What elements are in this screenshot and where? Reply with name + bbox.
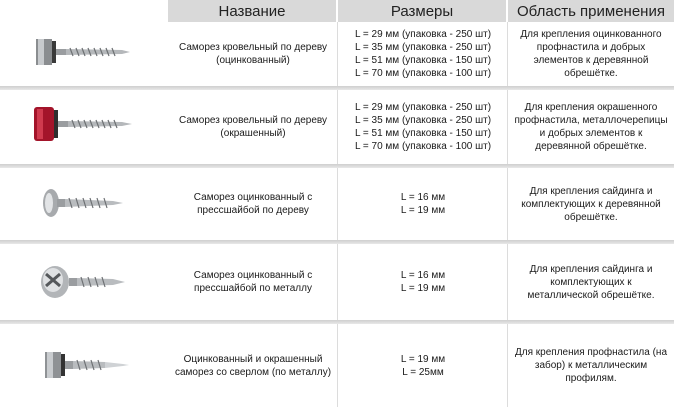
row-usage-cell	[508, 324, 674, 407]
size-line: L = 29 мм (упаковка - 250 шт)	[354, 102, 492, 113]
row-sizes-cell	[338, 168, 508, 240]
header-sizes: Размеры	[338, 0, 506, 22]
drill-point-screw-icon	[29, 338, 139, 394]
row-image-cell	[0, 168, 168, 240]
size-line: L = 35 мм (упаковка - 250 шт)	[354, 115, 492, 126]
row-sizes-cell	[338, 244, 508, 320]
press-washer-metal-screw-icon	[29, 254, 139, 310]
size-line: L = 70 мм (упаковка - 100 шт)	[354, 68, 492, 79]
header-usage: Область применения	[508, 0, 674, 22]
table-row	[0, 168, 674, 240]
row-name-cell	[168, 244, 338, 320]
product-name: Оцинкованный и окрашенный саморез со сверлом (по металлу)	[174, 353, 332, 378]
usage-text: Для крепления оцинкованного профнастила и добрых элементов к деревянной обрешётке.	[520, 29, 662, 79]
size-line: L = 25мм	[402, 366, 444, 378]
row-usage-cell	[508, 168, 674, 240]
size-line: L = 29 мм (упаковка - 250 шт)	[354, 29, 492, 40]
size-line: L = 51 мм (упаковка - 150 шт)	[354, 55, 492, 66]
row-name-cell	[168, 168, 338, 240]
row-usage-cell	[508, 90, 674, 164]
usage-text: Для крепления окрашенного профнастила, металлочерепицы и добрых элементов к деревянной обрешётке.	[514, 102, 668, 152]
usage-text: Для крепления сайдинга и комплектующих к металлической обрешётке.	[527, 263, 655, 301]
size-line: L = 70 мм (упаковка - 100 шт)	[354, 141, 492, 152]
row-image-cell	[0, 90, 168, 164]
size-line: L = 16 мм	[400, 192, 446, 203]
row-name-cell	[168, 22, 338, 86]
header-name: Название	[168, 0, 336, 22]
row-image-cell	[0, 244, 168, 320]
product-name: Саморез кровельный по дереву (оцинкованный)	[178, 42, 327, 66]
row-name-cell	[168, 90, 338, 164]
row-image-cell	[0, 324, 168, 407]
product-name: Саморез оцинкованный с прессшайбой по дереву	[193, 192, 313, 216]
size-line: L = 35 мм (упаковка - 250 шт)	[354, 42, 492, 53]
row-sizes-cell	[338, 324, 508, 407]
size-line: L = 19 мм	[400, 283, 446, 294]
size-line: L = 19 мм	[400, 353, 446, 365]
row-sizes-cell	[338, 22, 508, 86]
press-washer-wood-screw-icon	[29, 179, 139, 229]
row-image-cell	[0, 22, 168, 86]
row-sizes-cell	[338, 90, 508, 164]
table-row	[0, 244, 674, 320]
usage-text: Для крепления сайдинга и комплектующих к деревянной обрешётке.	[521, 185, 661, 223]
row-usage-cell	[508, 22, 674, 86]
size-line: L = 51 мм (упаковка - 150 шт)	[354, 128, 492, 139]
product-name: Саморез кровельный по дереву (окрашенный)	[178, 115, 327, 139]
roofing-screw-galvanized-icon	[24, 29, 144, 79]
table-row	[0, 90, 674, 164]
product-name: Саморез оцинкованный с прессшайбой по металлу	[193, 270, 313, 294]
roofing-screw-painted-icon	[24, 99, 144, 155]
row-name-cell	[168, 324, 338, 407]
table-row	[0, 22, 674, 86]
usage-text: Для крепления профнастила (на забор) к металлическим профилям.	[514, 347, 668, 384]
table-row	[0, 324, 674, 407]
row-usage-cell	[508, 244, 674, 320]
size-line: L = 19 мм	[400, 205, 446, 216]
size-line: L = 16 мм	[400, 270, 446, 281]
